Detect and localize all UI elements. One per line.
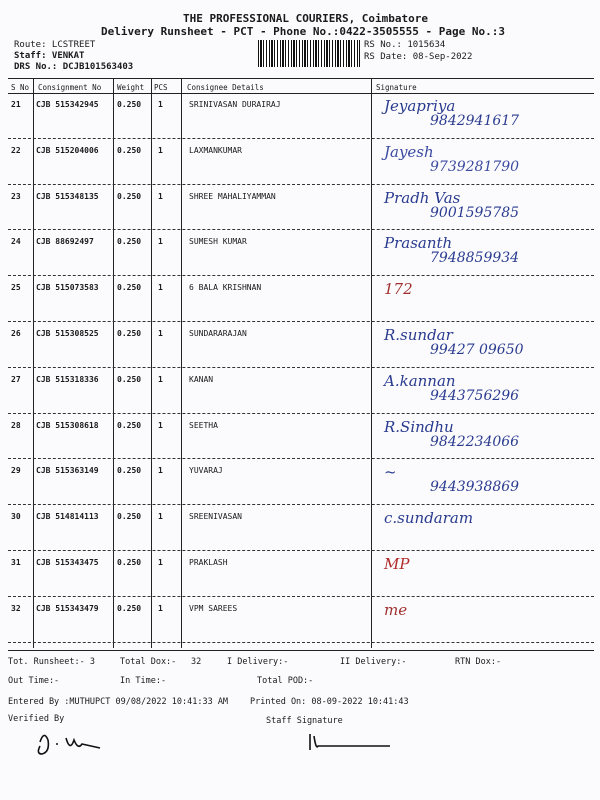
row-pcs: 1 [158,420,163,430]
row-consignment-no: CJB 515363149 [36,466,99,476]
row-weight: 0.250 [117,512,142,522]
row-pcs: 1 [158,100,163,109]
row-weight: 0.250 [117,145,142,155]
row-signature: Jayesh [384,142,434,161]
row-divider [8,504,594,505]
table-header-rule [8,93,594,94]
row-consignee: SHREE MAHALIYAMMAN [189,191,276,201]
col-divider [371,78,372,648]
total-dox-label: Total Dox:- [120,657,177,667]
row-pcs: 1 [158,329,163,338]
i-delivery: I Delivery:- [227,657,289,667]
row-consignee: SEETHA [189,420,218,430]
ii-delivery: II Delivery:- [340,657,407,667]
out-time: Out Time:- [8,676,60,686]
row-signature: ~ [384,463,397,482]
row-weight: 0.250 [117,603,142,613]
row-pcs: 1 [158,603,163,613]
row-weight: 0.250 [117,558,142,567]
rs-number: RS No.: 1015634 [364,40,446,50]
verifier-signature-mark [30,722,130,762]
row-weight: 0.250 [117,237,142,247]
row-phone: 9842234066 [430,433,520,450]
row-signature: R.sundar [384,326,453,344]
row-sno: 25 [11,283,21,293]
row-consignee: LAXMANKUMAR [189,145,242,155]
row-weight: 0.250 [117,100,142,109]
row-signature: A.kannan [384,371,456,390]
row-signature: 172 [384,280,413,299]
row-pcs: 1 [158,191,163,201]
col-divider [33,78,34,648]
row-signature: Prasanth [384,234,453,253]
row-consignment-no: CJB 515343479 [36,603,99,613]
row-divider [8,229,594,230]
staff-signature-label: Staff Signature [266,716,343,726]
row-phone: 9001595785 [430,204,520,221]
row-pcs: 1 [158,512,163,522]
total-pod: Total POD:- [257,676,314,686]
row-weight: 0.250 [117,191,142,201]
row-consignment-no: CJB 515308618 [36,420,99,430]
row-divider [8,550,594,551]
runsheet-subtitle: Delivery Runsheet - PCT - Phone No.:0422-3505555 - Page No.:3 [101,25,505,38]
row-weight: 0.250 [117,466,142,476]
row-consignment-no: CJB 515342945 [36,100,99,109]
rs-date: RS Date: 08-Sep-2022 [364,52,473,62]
staff-signature-mark [302,728,402,758]
row-consignment-no: CJB 88692497 [36,237,94,247]
row-sno: 32 [11,603,21,613]
row-consignee: PRAKLASH [189,558,228,567]
route-label: Route: LCSTREET [14,40,96,50]
row-weight: 0.250 [117,420,142,430]
in-time: In Time:- [120,676,167,686]
row-consignee: YUVARAJ [189,466,223,476]
row-phone: 9739281790 [430,158,520,175]
row-sno: 31 [11,558,21,567]
row-weight: 0.250 [117,283,142,293]
row-consignment-no: CJB 514814113 [36,512,99,522]
row-sno: 23 [11,191,21,201]
row-consignment-no: CJB 515318336 [36,374,99,384]
row-signature: MP [384,555,410,573]
row-consignee: 6 BALA KRISHNAN [189,283,262,293]
row-signature: Pradh Vas [384,188,461,207]
row-divider [8,642,594,643]
row-phone: 9443756296 [430,387,520,404]
row-pcs: 1 [158,558,163,567]
drs-number: DRS No.: DCJB101563403 [14,62,134,72]
row-divider [8,321,594,322]
row-phone: 7948859934 [430,250,520,267]
col-divider [113,78,114,648]
col-divider [181,78,182,648]
row-consignment-no: CJB 515204006 [36,145,99,155]
col-divider [151,78,152,648]
row-weight: 0.250 [117,329,142,338]
row-divider [8,138,594,139]
entered-by: Entered By :MUTHUPCT 09/08/2022 10:41:33 AM [8,697,229,707]
row-consignee: SRINIVASAN DURAIRAJ [189,100,281,109]
row-consignment-no: CJB 515073583 [36,283,99,293]
row-pcs: 1 [158,237,163,247]
row-sno: 27 [11,374,21,384]
row-consignee: VPM SAREES [189,603,238,613]
row-signature: R.Sindhu [384,417,454,436]
row-consignment-no: CJB 515348135 [36,191,99,201]
row-phone: 9842941617 [430,113,520,129]
row-signature: me [384,600,408,619]
row-pcs: 1 [158,374,163,384]
col-header-consignment: Consignment No [38,83,102,92]
company-title: THE PROFESSIONAL COURIERS, Coimbatore [183,12,429,25]
footer-rule [8,650,594,651]
row-sno: 22 [11,145,21,155]
table-top-rule [8,78,594,79]
printed-on: Printed On: 08-09-2022 10:41:43 [250,697,409,707]
row-divider [8,458,594,459]
row-consignee: SREENIVASAN [189,512,242,522]
verified-by: Verified By [8,714,65,724]
row-signature: c.sundaram [384,509,474,528]
row-pcs: 1 [158,283,163,293]
tot-runsheet: Tot. Runsheet:- 3 [8,657,95,667]
row-consignment-no: CJB 515343475 [36,558,99,567]
rtn-dox: RTN Dox:- [455,657,502,667]
row-consignee: SUMESH KUMAR [189,237,247,247]
row-sno: 24 [11,237,21,247]
row-sno: 28 [11,420,21,430]
barcode [258,40,360,67]
row-sno: 21 [11,100,21,109]
row-phone: 99427 09650 [430,342,524,358]
row-pcs: 1 [158,145,163,155]
row-signature: Jeyapriya [384,97,456,115]
row-sno: 26 [11,329,21,338]
total-dox-value: 32 [191,657,202,667]
row-divider [8,275,594,276]
row-pcs: 1 [158,466,163,476]
col-header-weight: Weight [117,83,145,92]
row-sno: 29 [11,466,21,476]
row-consignee: KANAN [189,374,214,384]
row-consignment-no: CJB 515308525 [36,329,99,338]
col-header-sno: S No [11,83,30,92]
row-sno: 30 [11,512,21,522]
row-divider [8,596,594,597]
col-header-consignee: Consignee Details [187,83,264,92]
row-divider [8,184,594,185]
row-weight: 0.250 [117,374,142,384]
row-divider [8,413,594,414]
row-phone: 9443938869 [430,479,520,496]
col-header-pcs: PCS [154,83,168,92]
row-consignee: SUNDARARAJAN [189,329,247,338]
row-divider [8,367,594,368]
col-header-signature: Signature [376,83,417,92]
staff-label: Staff: VENKAT [14,51,85,61]
